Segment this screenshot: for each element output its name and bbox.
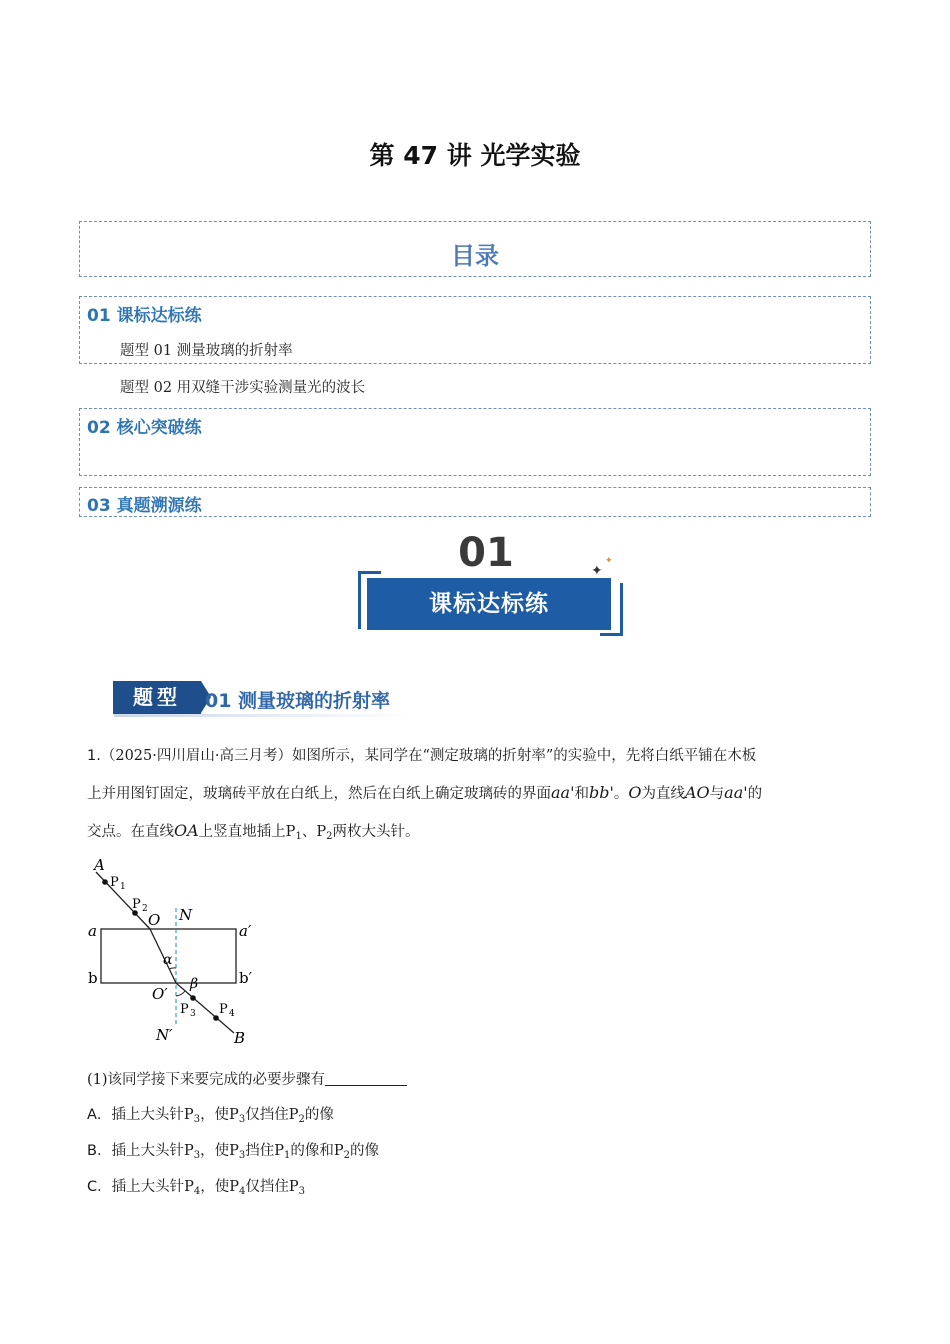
option-a-s2: 3 (238, 1114, 246, 1125)
option-b-mid3: 的像和P (290, 1143, 344, 1159)
question-line2-text: 上并用图钉固定，玻璃砖平放在白纸上，然后在白纸上确定玻璃砖的界面 (87, 786, 551, 802)
option-c[interactable] (87, 1175, 305, 1197)
label-B: B (234, 1029, 246, 1046)
toc-section-2-label[interactable]: 02 核心突破练 (87, 418, 202, 438)
label-b-prime: b′ (239, 969, 253, 987)
pin-p3 (190, 995, 196, 1001)
label-O-prime: O′ (152, 985, 168, 1003)
word-wei: 为直线 (641, 786, 685, 802)
option-c-mid2: 仅挡住P (245, 1179, 299, 1195)
option-a-s3: 2 (298, 1114, 305, 1125)
label-O: O (148, 911, 161, 929)
option-b-s1: 3 (193, 1150, 201, 1161)
label-alpha: α (163, 952, 173, 968)
type-heading-rule (114, 714, 414, 717)
option-a[interactable] (87, 1103, 334, 1125)
angle-beta-arc (176, 991, 185, 996)
option-b-s4: 2 (343, 1150, 351, 1161)
option-a-end: 的像 (304, 1107, 334, 1123)
question-line3-a: 交点。在直线 (87, 824, 174, 840)
sub-1: 1 (295, 831, 302, 842)
label-beta: β (190, 976, 199, 992)
toc-item-2[interactable]: 题型 02 用双缝干涉实验测量光的波长 (120, 380, 366, 396)
answer-blank[interactable] (325, 1071, 407, 1086)
pin-p4 (213, 1015, 219, 1021)
label-a-prime: a′ (239, 922, 252, 940)
option-a-pre: 插上大头针P (111, 1107, 194, 1123)
banner-underline (368, 627, 600, 629)
option-b-pre: 插上大头针P (111, 1143, 194, 1159)
toc-section-1-label[interactable]: 01 课标达标练 (87, 306, 202, 326)
banner-number: 01 (458, 530, 514, 576)
sparkle-small-icon: ✦ (605, 556, 613, 566)
option-a-letter: A． (87, 1107, 112, 1123)
symbol-OA: OA (174, 821, 199, 840)
question-source: （2025·四川眉山·高三月考） (100, 748, 292, 764)
label-P2-sub: 2 (142, 904, 148, 914)
symbol-bb: bb' (588, 783, 614, 802)
symbol-AO: AO (685, 783, 710, 802)
option-a-mid: ，使P (200, 1107, 239, 1123)
option-c-s1: 4 (193, 1186, 201, 1197)
question-line-1 (87, 744, 756, 765)
symbol-aa: aa' (551, 783, 575, 802)
label-a: a (88, 922, 97, 940)
label-P2: P (132, 897, 141, 912)
type-heading-title: 01 测量玻璃的折射率 (205, 690, 391, 712)
option-c-letter: C． (87, 1179, 112, 1195)
toc-item-1[interactable]: 题型 01 测量玻璃的折射率 (120, 343, 293, 359)
option-b-s2: 3 (238, 1150, 246, 1161)
label-N: N (179, 906, 193, 924)
word-yu: 与 (709, 786, 725, 802)
label-P3-sub: 3 (190, 1009, 196, 1019)
question-line-3 (87, 820, 419, 842)
label-N-prime: N′ (156, 1026, 173, 1044)
symbol-P1: P (285, 824, 296, 840)
option-c-mid: ，使P (200, 1179, 240, 1195)
question-line-2 (87, 782, 762, 803)
sub-question-1-text: (1)该同学接下来要完成的必要步骤有 (87, 1072, 326, 1088)
label-b: b (88, 969, 98, 987)
page-title: 第 47 讲 光学实验 (369, 141, 581, 170)
option-c-s2: 4 (239, 1186, 246, 1197)
word-he: 和 (574, 786, 589, 802)
question-line3-c: 两枚大头针。 (332, 824, 420, 840)
refraction-diagram (84, 856, 284, 1046)
option-b[interactable] (87, 1139, 379, 1161)
question-number: 1. (87, 748, 101, 764)
label-P3: P (180, 1002, 189, 1017)
pin-p1 (102, 879, 108, 885)
banner-title: 课标达标练 (367, 578, 611, 630)
toc-heading: 目录 (451, 242, 499, 270)
option-b-mid: ，使P (200, 1143, 239, 1159)
option-b-end: 的像 (350, 1143, 380, 1159)
label-P4-sub: 4 (229, 1009, 235, 1019)
punct-dun: 、 (301, 824, 317, 840)
type-tag: 题型 (113, 681, 201, 714)
option-c-pre: 插上大头针P (111, 1179, 194, 1195)
punct: 。 (613, 786, 629, 802)
question-line3-b: 上竖直地插上 (198, 824, 286, 840)
label-P1: P (110, 875, 119, 890)
option-a-s1: 3 (193, 1114, 201, 1125)
option-b-mid2: 挡住P (245, 1143, 284, 1159)
option-b-s3: 1 (284, 1150, 291, 1161)
label-P1-sub: 1 (120, 882, 126, 892)
symbol-O: O (628, 783, 642, 802)
symbol-P2: P (316, 824, 327, 840)
angle-alpha-arc (169, 968, 176, 969)
option-b-letter: B． (87, 1143, 112, 1159)
word-de: 的 (747, 786, 763, 802)
question-line1-text: 如图所示，某同学在“测定玻璃的折射率”的实验中，先将白纸平铺在木板 (291, 748, 757, 764)
sub-question-1 (87, 1068, 407, 1089)
label-P4: P (219, 1002, 228, 1017)
label-A: A (94, 856, 105, 874)
sub-2: 2 (326, 831, 333, 842)
toc-section-3-label[interactable]: 03 真题溯源练 (87, 496, 202, 516)
symbol-aa-2: aa' (724, 783, 748, 802)
option-a-mid2: 仅挡住P (245, 1107, 299, 1123)
sparkle-icon: ✦ (591, 563, 603, 579)
option-c-s3: 3 (298, 1186, 306, 1197)
